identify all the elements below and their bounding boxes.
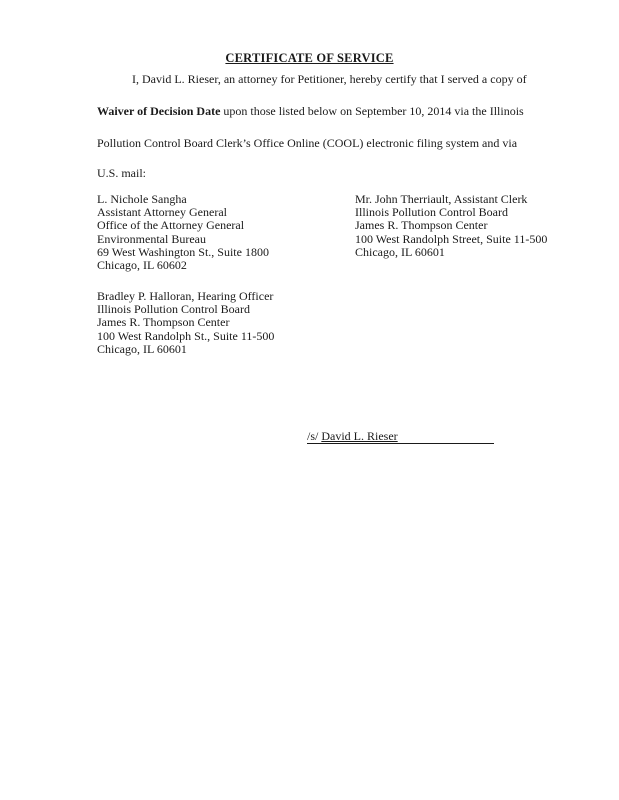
address-line: Office of the Attorney General [97, 218, 245, 233]
address-line: 100 West Randolph St., Suite 11-500 [97, 328, 275, 343]
certification-line-3: Pollution Control Board Clerk’s Office Online (COOL) electronic filing system and via [97, 136, 518, 150]
certification-line-1: I, David L. Rieser, an attorney for Petitioner, hereby certify that I served a copy of [132, 72, 527, 86]
certification-line-2 [97, 104, 524, 119]
signature-prefix: /s/ [307, 429, 322, 443]
recipient-halloran [97, 290, 274, 356]
address-line: 100 West Randolph Street, Suite 11-500 [355, 231, 548, 246]
certification-line-4: U.S. mail: [97, 166, 147, 180]
address-line: Chicago, IL 60601 [97, 341, 187, 356]
address-line: Chicago, IL 60602 [97, 258, 187, 273]
certification-line-2-rest: upon those listed below on September 10, 2014 via the Illinois [220, 104, 524, 118]
address-line: Assistant Attorney General [97, 205, 227, 220]
address-line: Environmental Bureau [97, 231, 206, 246]
address-line: Illinois Pollution Control Board [97, 302, 251, 317]
recipient-therriault [355, 193, 547, 259]
address-line: L. Nichole Sangha [97, 192, 187, 206]
address-line: 69 West Washington St., Suite 1800 [97, 244, 269, 259]
address-line: Illinois Pollution Control Board [355, 205, 509, 220]
address-line: James R. Thompson Center [97, 315, 230, 330]
signature-line [307, 430, 494, 444]
address-line: Bradley P. Halloran, Hearing Officer [97, 289, 274, 303]
document-title: CERTIFICATE OF SERVICE [225, 51, 394, 65]
address-line: James R. Thompson Center [355, 218, 488, 233]
address-line: Mr. John Therriault, Assistant Clerk [355, 192, 528, 206]
document-name: Waiver of Decision Date [97, 104, 221, 118]
signature-name: David L. Rieser [321, 429, 398, 443]
address-line: Chicago, IL 60601 [355, 244, 445, 259]
recipient-sangha [97, 193, 269, 272]
